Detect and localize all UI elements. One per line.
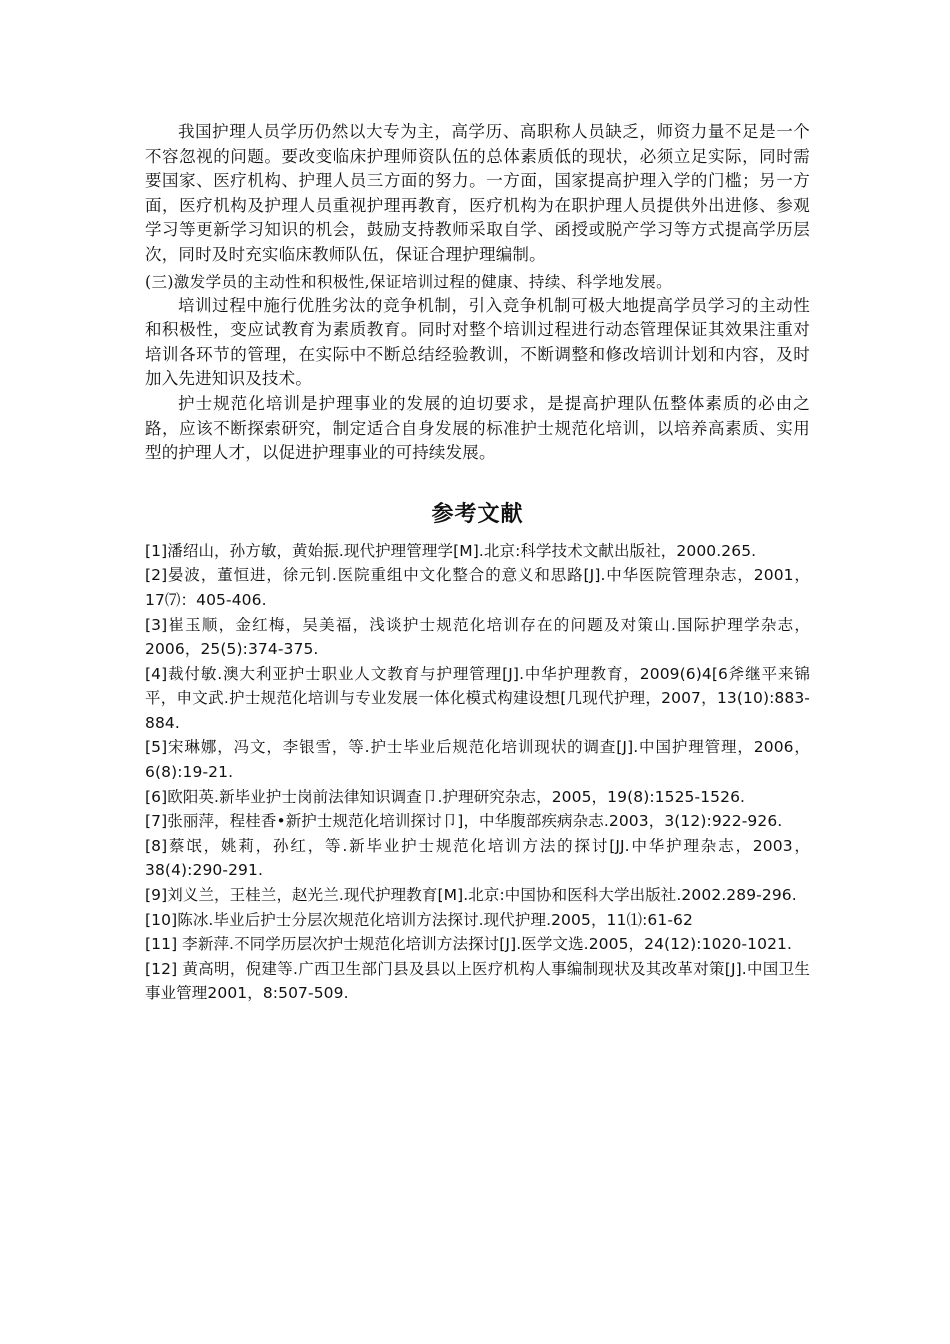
body-paragraph-2: 培训过程中施行优胜劣汰的竞争机制，引入竞争机制可极大地提高学员学习的主动性和积极性，变应试教育为素质教育。同时对整个培训过程进行动态管理保证其效果注重对培训各环节的管理，在实际中不断总结经验教训，不断调整和修改培训计划和内容，及时加入先进知识及技术。 xyxy=(145,295,810,389)
reference-item-2: [2]晏波，董恒进，徐元钊.医院重组中文化整合的意义和思路[J].中华医院管理杂志，2001，17⑺：405-406. xyxy=(145,566,810,609)
section-heading: (三)激发学员的主动性和积极性,保证培训过程的健康、持续、科学地发展。 xyxy=(145,272,673,291)
reference-item-9: [9]刘义兰，王桂兰，赵光兰.现代护理教育[M].北京:中国协和医科大学出版社.2002.289-296. xyxy=(145,886,797,905)
reference-item-3: [3]崔玉顺，金红梅，吴美福，浅谈护士规范化培训存在的问题及对策山.国际护理学杂志，2006，25(5):374-375. xyxy=(145,615,810,659)
reference-item-10: [10]陈冰.毕业后护士分层次规范化培训方法探讨.现代护理.2005，11⑴:61-62 xyxy=(145,910,693,929)
reference-item-7: [7]张丽萍，程桂香•新护士规范化培训探讨卩]，中华腹部疾病杂志.2003，3(12):922-926. xyxy=(145,812,783,831)
document-page xyxy=(145,120,810,1006)
reference-list xyxy=(145,539,810,1006)
reference-item-8: [8]蔡氓，姚莉，孙红，等.新毕业护士规范化培训方法的探讨[JJ.中华护理杂志，2003，38(4):290-291. xyxy=(145,836,810,880)
reference-item-5: [5]宋琳娜，冯文，李银雪，等.护士毕业后规范化培训现状的调查[J].中国护理管理，2006，6(8):19-21. xyxy=(145,738,810,782)
references-title: 参考文献 xyxy=(431,500,524,527)
body-paragraph-3: 护士规范化培训是护理事业的发展的迫切要求，是提高护理队伍整体素质的必由之路，应该不断探索研究，制定适合自身发展的标准护士规范化培训，以培养高素质、实用型的护理人才，以促进护理事业的可持续发展。 xyxy=(145,393,810,463)
body-paragraph-1: 我国护理人员学历仍然以大专为主，高学历、高职称人员缺乏，师资力量不足是一个不容忽视的问题。要改变临床护理师资队伍的总体素质低的现状，必须立足实际，同时需要国家、医疗机构、护理人员三方面的努力。一方面，国家提高护理入学的门槛；另一方面，医疗机构及护理人员重视护理再教育，医疗机构为在职护理人员提供外出进修、参观学习等更新学习知识的机会，鼓励支持教师采取自学、函授或脱产学习等方式提高学历层次，同时及时充实临床教师队伍，保证合理护理编制。 xyxy=(145,122,810,264)
reference-item-6: [6]欧阳英.新毕业护士岗前法律知识调查卩.护理研究杂志，2005，19(8):1525-1526. xyxy=(145,787,746,806)
reference-item-1: [1]潘绍山，孙方敏，黄始振.现代护理管理学[M].北京:科学技术文献出版社，2000.265. xyxy=(145,541,757,560)
reference-item-12: [12] 黄高明，倪建等.广西卫生部门县及县以上医疗机构人事编制现状及其改革对策[J].中国卫生事业管理2001，8:507-509. xyxy=(145,959,810,1003)
reference-item-11: [11] 李新萍.不同学历层次护士规范化培训方法探讨[J].医学文选.2005，24(12):1020-1021. xyxy=(145,935,793,954)
reference-item-4: [4]裁付敏.澳大利亚护士职业人文教育与护理管理[J].中华护理教育，2009(6)4[6斧继平来锦平，申文武.护士规范化培训与专业发展一体化模式构建设想[几现代护理，2007，13(10):883-884. xyxy=(145,664,810,732)
